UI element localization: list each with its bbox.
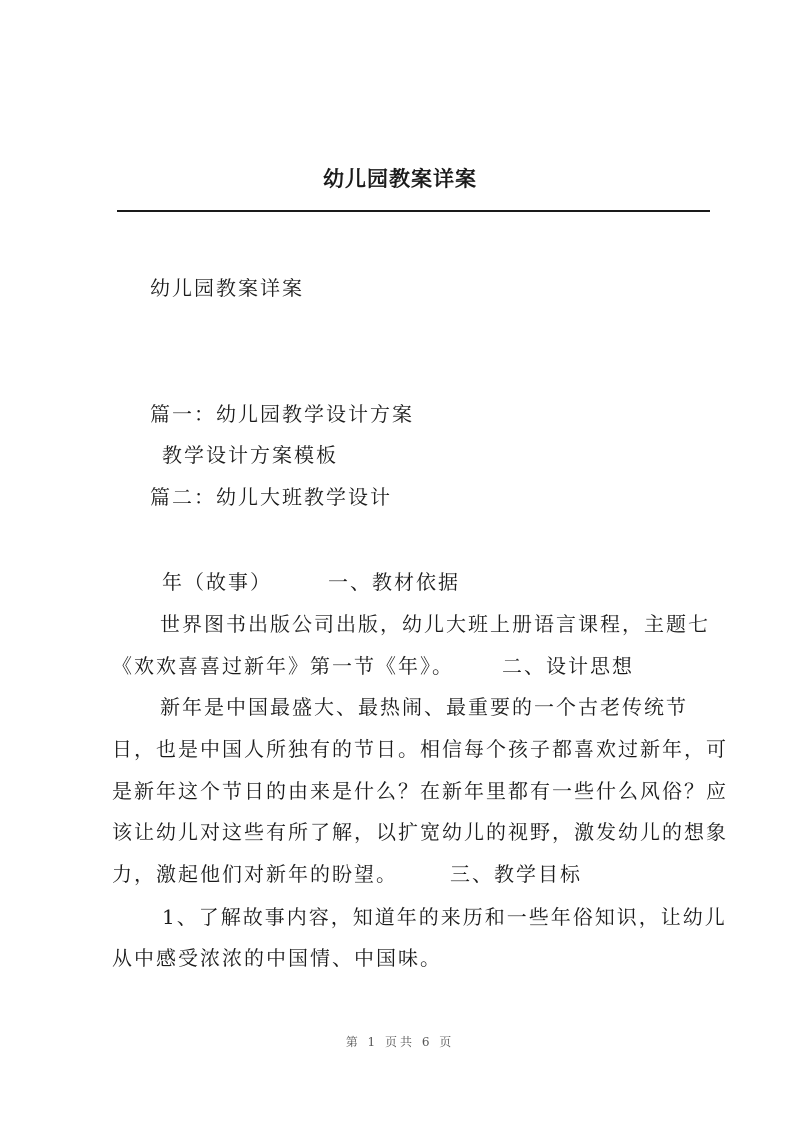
paragraph-2-line-5 (112, 860, 582, 888)
part2-heading: 篇二：幼儿大班教学设计 (150, 485, 392, 509)
part1-subheading: 教学设计方案模板 (162, 443, 338, 467)
page-header-title: 幼儿园教案详案 (323, 167, 477, 191)
story-label: 年（故事） (162, 570, 272, 594)
paragraph-3-line-1: 1、了解故事内容，知道年的来历和一些年俗知识，让幼儿 (162, 905, 727, 929)
header-divider (117, 210, 710, 212)
paragraph-1-line-2 (112, 652, 634, 680)
document-title: 幼儿园教案详案 (150, 276, 304, 300)
paragraph-1-text: 《欢欢喜喜过新年》第一节《年》。 (112, 654, 454, 678)
section-heading-1: 一、教材依据 (328, 570, 460, 594)
paragraph-2-line-1: 新年是中国最盛大、最热闹、最重要的一个古老传统节 (160, 695, 688, 719)
paragraph-3-line-2: 从中感受浓浓的中国情、中国味。 (112, 946, 442, 970)
paragraph-2-line-3: 是新年这个节日的由来是什么？在新年里都有一些什么风俗？应 (112, 779, 728, 803)
part1-heading: 篇一：幼儿园教学设计方案 (150, 402, 414, 426)
page-number-footer: 第 1 页共 6 页 (345, 1035, 455, 1049)
paragraph-2-text: 力，激起他们对新年的盼望。 (112, 862, 398, 886)
paragraph-2-line-4: 该让幼儿对这些有所了解，以扩宽幼儿的视野，激发幼儿的想象 (112, 820, 728, 844)
section-heading-3: 三、教学目标 (450, 862, 582, 886)
paragraph-1-line-1: 世界图书出版公司出版，幼儿大班上册语言课程，主题七 (160, 612, 710, 636)
story-line (162, 568, 460, 596)
paragraph-2-line-2: 日，也是中国人所独有的节日。相信每个孩子都喜欢过新年，可 (112, 737, 728, 761)
section-heading-2: 二、设计思想 (502, 654, 634, 678)
